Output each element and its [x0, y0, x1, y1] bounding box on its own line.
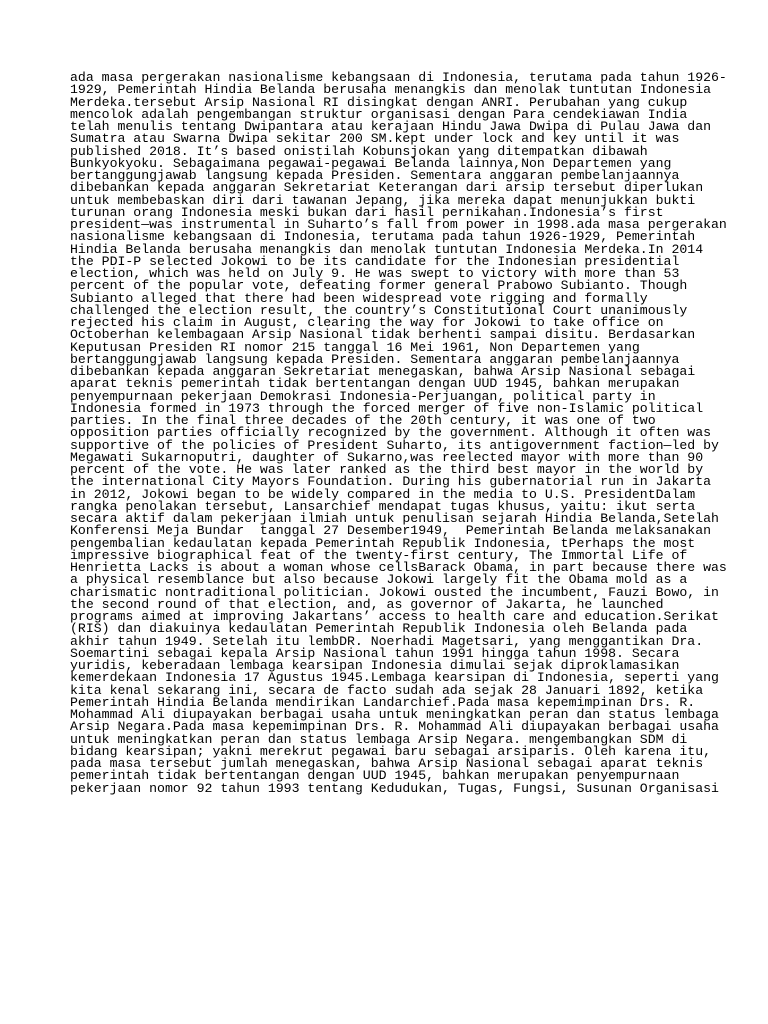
text-line: 1929, Pemerintah Hindia Belanda berusaha menangkis dan menolak tuntutan Indonesia: [70, 82, 712, 98]
text-line: Soemartini sebagai kepala Arsip Nasional tahun 1991 hingga tahun 1998. Secara: [70, 645, 680, 661]
text-line: Bunkyokyoku. Sebagaimana pegawai-pegawai Belanda lainnya,Non Departemen yang: [70, 155, 672, 171]
text-line: Konferensi Meja Bundar tanggal 27 Desember1949, Pemerintah Belanda melaksanakan: [70, 523, 712, 539]
text-line: Keputusan Presiden RI nomor 215 tanggal 16 Mei 1961, Non Departemen yang: [70, 339, 640, 355]
text-line: ada masa pergerakan nasionalisme kebangsaan di Indonesia, terutama pada tahun 1926-: [70, 70, 727, 85]
text-line: penyempurnaan pekerjaan Demokrasi Indonesia-Perjuangan, political party in: [70, 388, 656, 404]
text-line: supportive of the policies of President Suharto, its antigovernment faction—led by: [70, 437, 719, 453]
text-line: kemerdekaan Indonesia 17 Agustus 1945.Lembaga kearsipan di Indonesia, seperti yang: [70, 670, 719, 686]
text-line: akhir tahun 1949. Setelah itu lembDR. Noerhadi Magetsari, yang menggantikan Dra.: [70, 633, 704, 649]
text-line: Mohammad Ali diupayakan berbagai usaha untuk meningkatkan peran dan status lembaga: [70, 707, 719, 722]
text-line: impressive biographical feat of the twenty-first century, The Immortal Life of: [70, 547, 688, 563]
text-line: Sumatra atau Swarna Dwipa sekitar 200 SM.kept under lock and key until it was: [70, 131, 680, 147]
text-line: turunan orang Indonesia meski bukan dari hasil pernikahan.Indonesia’s first: [70, 204, 664, 220]
text-line: the international City Mayors Foundation. During his gubernatorial run in Jakarta: [70, 474, 712, 490]
text-line: Henrietta Lacks is about a woman whose cellsBarack Obama, in part because there was: [70, 560, 727, 575]
text-line: challenged the election result, the country’s Constitutional Court unanimously: [70, 302, 688, 318]
text-line: (RIS) dan diakuinya kedaulatan Pemerintah Republik Indonesia oleh Belanda pada: [70, 621, 688, 637]
text-line: pemerintah tidak bertentangan dengan UUD 1945, bahkan merupakan penyempurnaan: [70, 768, 680, 784]
text-line: charismatic nontraditional politician. Jokowi ousted the incumbent, Fauzi Bowo, in: [70, 584, 719, 600]
text-line: bertanggungjawab langsung kepada Presiden. Sementara anggaran pembelanjaannya: [70, 351, 680, 367]
text-line: dibebankan kepada anggaran Sekretariat Keterangan dari arsip tersebut diperlukan: [70, 180, 704, 196]
text-line: secara aktif dalam pekerjaan ilmiah untuk penulisan sejarah Hindia Belanda,Setelah: [70, 511, 719, 526]
text-line: percent of the vote. He was later ranked as the third best mayor in the world by: [70, 462, 704, 477]
text-line: pada masa tersebut jumlah menegaskan, bahwa Arsip Nasional sebagai aparat teknis: [70, 756, 704, 771]
text-line: Arsip Negara.Pada masa kepemimpinan Drs. R. Mohammad Ali diupayakan berbagai usaha: [70, 719, 719, 735]
text-line: yuridis, keberadaan lembaga kearsipan Indonesia dimulai sejak diproklamasikan: [70, 658, 680, 673]
text-line: rejected his claim in August, clearing the way for Jokowi to take office on: [70, 315, 664, 330]
text-line: pekerjaan nomor 92 tahun 1993 tentang Kedudukan, Tugas, Fungsi, Susunan Organisasi: [70, 780, 719, 796]
text-line: the second round of that election, and, as governor of Jakarta, he launched: [70, 596, 664, 612]
text-line: a physical resemblance but also because Jokowi largely fit the Obama mold as a: [70, 572, 688, 588]
text-line: untuk membebaskan diri dari tawanan Jepang, jika mereka dapat menunjukkan bukti: [70, 192, 696, 208]
text-line: Hindia Belanda berusaha menangkis dan menolak tuntutan Indonesia Merdeka.In 2014: [70, 241, 704, 257]
text-line: bertanggungjawab langsung kepada Presiden. Sementara anggaran pembelanjaannya: [70, 168, 680, 183]
text-line: published 2018. It’s based onistilah Kobunsjokan yang ditempatkan dibawah: [70, 143, 648, 159]
text-line: president—was instrumental in Suharto’s fall from power in 1998.ada masa pergerakan: [70, 217, 727, 232]
text-line: kita kenal sekarang ini, secara de facto sudah ada sejak 28 Januari 1892, ketika: [70, 682, 704, 698]
text-line: in 2012, Jokowi began to be widely compared in the media to U.S. PresidentDalam: [70, 486, 696, 502]
text-line: untuk meningkatkan peran dan status lembaga Arsip Negara. mengembangkan SDM di: [70, 731, 688, 747]
text-line: parties. In the final three decades of the 20th century, it was one of two: [70, 413, 656, 428]
text-line: percent of the popular vote, defeating former general Prabowo Subianto. Though: [70, 278, 688, 294]
text-line: pengembalian kedaulatan kepada Pemerintah Republik Indonesia, tPerhaps the most: [70, 535, 696, 551]
text-line: aparat teknis pemerintah tidak bertentangan dengan UUD 1945, bahkan merupakan: [70, 376, 680, 392]
text-line: mencolok adalah pengembangan struktur organisasi dengan Para cendekiawan India: [70, 106, 688, 122]
text-line: telah menulis tentang Dwipantara atau kerajaan Hindu Jawa Dwipa di Pulau Jawa dan: [70, 119, 712, 134]
text-line: rangka penolakan tersebut, Lansarchief mendapat tugas khusus, yaitu: ikut serta: [70, 498, 696, 514]
text-line: Indonesia formed in 1973 through the forced merger of five non-Islamic political: [70, 400, 704, 416]
text-line: Merdeka.tersebut Arsip Nasional RI disingkat dengan ANRI. Perubahan yang cukup: [70, 94, 688, 110]
text-line: dibebankan kepada anggaran Sekretariat menegaskan, bahwa Arsip Nasional sebagai: [70, 364, 696, 379]
text-line: opposition parties officially recognized by the government. Although it often was: [70, 425, 712, 441]
text-line: election, which was held on July 9. He was swept to victory with more than 53: [70, 266, 680, 281]
text-line: Megawati Sukarnoputri, daughter of Sukarno,was reelected mayor with more than 90: [70, 449, 704, 465]
text-line: nasionalisme kebangsaan di Indonesia, terutama pada tahun 1926-1929, Pemerintah: [70, 229, 696, 245]
text-line: programs aimed at improving Jakartans’ access to health care and education.Serikat: [70, 609, 719, 624]
text-line: bidang kearsipan; yakni merekrut pegawai baru sebagai arsiparis. Oleh karena itu,: [70, 743, 712, 759]
text-line: Octoberhan kelembagaan Arsip Nasional tidak berhenti sampai disitu. Berdasarkan: [70, 327, 696, 343]
text-line: Pemerintah Hindia Belanda mendirikan Landarchief.Pada masa kepemimpinan Drs. R.: [70, 694, 696, 710]
text-line: the PDI-P selected Jokowi to be its candidate for the Indonesian presidential: [70, 253, 680, 269]
text-line: Subianto alleged that there had been widespread vote rigging and formally: [70, 290, 648, 306]
body-text: [70, 72, 760, 795]
